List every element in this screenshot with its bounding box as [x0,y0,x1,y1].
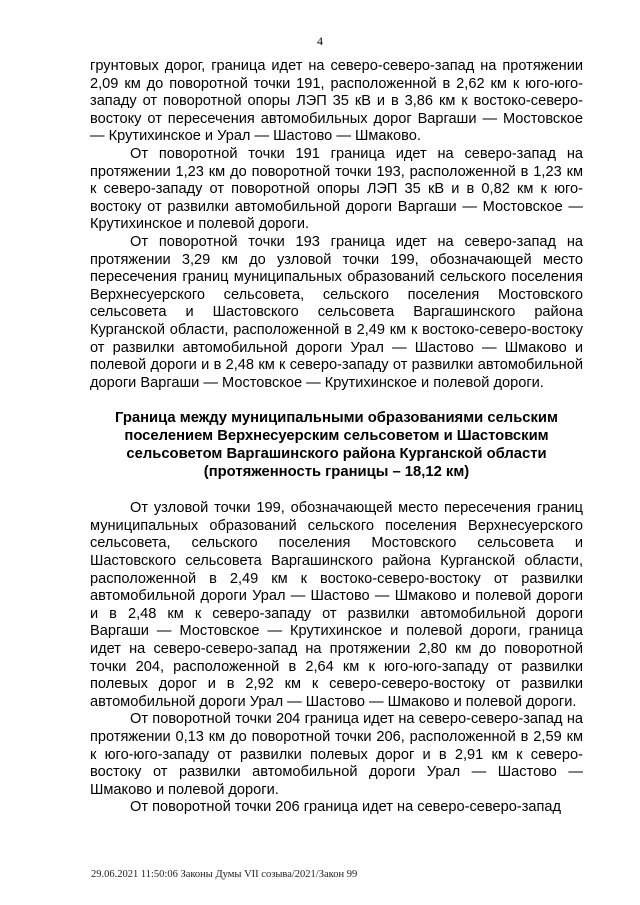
page-number: 4 [317,34,323,48]
paragraph-continuation: грунтовых дорог, граница идет на северо-северо-запад на протяжении 2,09 км до поворотной точки 191, расположенной в 2,62 км к юго-юго-западу от поворотной опоры ЛЭП 35 кВ и в 3,86 км к востоко-северо-востоку от пересечения автомобильных дорог Варгаши — Мостовское — Крутихинское и Урал — Шастово — Шмаково. [90,58,583,145]
paragraph-point-193: От поворотной точки 193 граница идет на северо-запад на протяжении 3,29 км до узловой точки 199, обозначающей место пересечения границ муниципальных образований сельского поселения Верхнесуерского сельсовета, сельского поселения Мостовского сельсовета и Шастовского сельсовета Варгашинского района Курганской области, расположенной в 2,49 км к востоко-северо-востоку от развилки автомобильной дороги Урал — Шастово — Шмаково и полевой дороги и в 2,48 км к северо-западу от развилки автомобильной дороги Варгаши — Мостовское — Крутихинское и полевой дороги. [90,233,583,391]
paragraph-point-206: От поворотной точки 206 граница идет на северо-северо-запад [130,799,562,816]
section-heading: Граница между муниципальными образованиями сельским поселением Верхнесуерским сельсоветом и Шастовским сельсоветом Варгашинского района Курганской области (протяженность границы – 18,12 км) [115,410,558,481]
footer-stamp: 29.06.2021 11:50:06 Законы Думы VII созыва/2021/Закон 99 [91,869,358,880]
paragraph-point-191: От поворотной точки 191 граница идет на северо-запад на протяжении 1,23 км до поворотной точки 193, расположенной в 1,23 км к северо-западу от поворотной опоры ЛЭП 35 кВ и в 0,82 км к юго-востоку от развилки автомобильной дороги Варгаши — Мостовское — Крутихинское и полевой дороги. [90,145,583,233]
paragraph-point-199: От узловой точки 199, обозначающей место пересечения границ муниципальных образований сельского поселения Верхнесуерского сельсовета, сельского поселения Мостовского сельсовета и Шастовского сельсовета Варгашинского района Курганской области, расположенной в 2,49 км к востоко-северо-востоку от развилки автомобильной дороги Урал — Шастово — Шмаково и полевой дороги и в 2,48 км к северо-западу от развилки автомобильной дороги Варгаши — Мостовское — Крутихинское и полевой дороги, граница идет на северо-северо-запад на протяжении 2,80 км до поворотной точки 204, расположенной в 2,64 км к юго-юго-западу от развилки полевых дорог и в 2,92 км к северо-северо-востоку от развилки автомобильной дороги Урал — Шастово — Шмаково и полевой дороги. [90,500,583,710]
paragraph-point-204: От поворотной точки 204 граница идет на северо-северо-запад на протяжении 0,13 км до поворотной точки 206, расположенной в 2,59 км к юго-юго-западу от развилки полевых дорог и в 2,91 км к северо-востоку от развилки автомобильной дороги Урал — Шастово — Шмаково и полевой дороги. [90,711,583,798]
document-body [90,58,583,817]
